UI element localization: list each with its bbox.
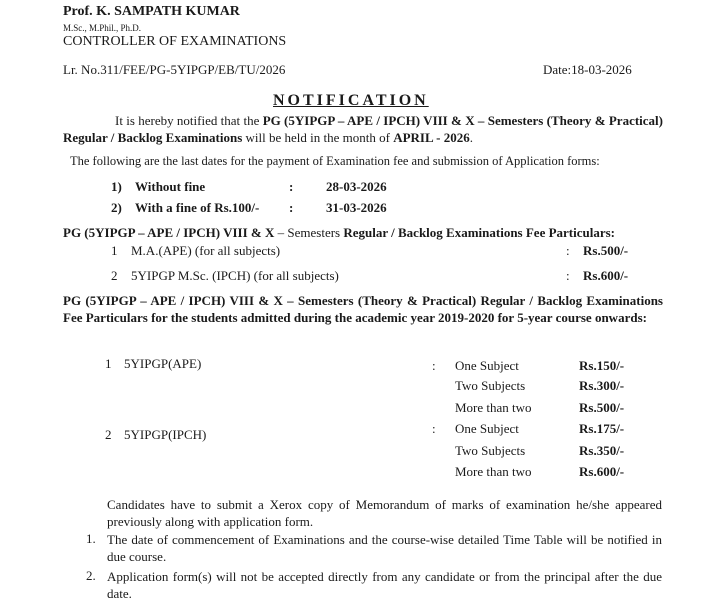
intro-text: It is hereby notified that the	[115, 113, 263, 128]
dates-intro: The following are the last dates for the payment of Examination fee and submission of Application forms:	[70, 154, 600, 168]
letter-number: Lr. No.311/FEE/PG-5YIPGP/EB/TU/2026	[63, 62, 286, 77]
controller-qualifications: M.Sc., M.Phil., Ph.D.	[63, 23, 142, 33]
fee-heading-part2: – Semesters	[274, 225, 344, 240]
course-fee-label: More than two	[455, 400, 532, 415]
course-fee-amount: Rs.175/-	[579, 421, 625, 436]
fee-item-num: 2	[111, 268, 118, 283]
course-sep: :	[432, 358, 436, 373]
course-num: 1	[105, 356, 112, 371]
controller-designation: CONTROLLER OF EXAMINATIONS	[63, 34, 287, 49]
course-fee-label: Two Subjects	[455, 443, 526, 458]
note-text: Application form(s) will not be accepted directly from any candidate or from the principal after the due date.	[107, 569, 662, 601]
course-fee-label: More than two	[455, 464, 532, 479]
course-name: 5YIPGP(IPCH)	[124, 427, 207, 442]
course-fee-amount: Rs.300/-	[579, 378, 625, 393]
course-fee-amount: Rs.150/-	[579, 358, 625, 373]
course-num: 2	[105, 427, 112, 442]
intro-paragraph	[63, 112, 663, 146]
last-date-num: 1)	[111, 179, 122, 194]
fee-heading	[63, 225, 615, 241]
note-num: 2.	[86, 568, 96, 583]
fee-item-name: 5YIPGP M.Sc. (IPCH) (for all subjects)	[131, 268, 339, 283]
intro-text-2: will be held in the month of	[242, 130, 394, 145]
intro-exam-name: PG (5YIPGP – APE / IPCH) VIII & X – Semesters (Theory & Practical) Regular / Backlog Examinations	[63, 113, 663, 145]
fee-item-num: 1	[111, 243, 118, 258]
page-title: NOTIFICATION	[273, 92, 429, 109]
course-fee-amount: Rs.350/-	[579, 443, 625, 458]
course-fee-amount: Rs.600/-	[579, 464, 625, 479]
last-date-label: Without fine	[135, 179, 206, 194]
course-name: 5YIPGP(APE)	[124, 356, 202, 371]
last-date-sep: :	[289, 179, 294, 194]
fee-item-amount: Rs.600/-	[583, 268, 629, 283]
fee-item-name: M.A.(APE) (for all subjects)	[131, 243, 281, 258]
candidates-note: Candidates have to submit a Xerox copy of Memorandum of marks of examination he/she appeared previously along with application form.	[107, 497, 662, 529]
course-fee-label: Two Subjects	[455, 378, 526, 393]
last-date-sep: :	[289, 200, 294, 215]
last-date-value: 28-03-2026	[326, 179, 387, 194]
course-fee-label: One Subject	[455, 358, 519, 373]
fee-heading-part3: Regular / Backlog Examinations Fee Particulars:	[343, 225, 616, 240]
second-fee-heading: PG (5YIPGP – APE / IPCH) VIII & X – Semesters (Theory & Practical) Regular / Backlog Examinations Fee Particulars for the students admitted during the academic year 2019-2020 for 5-year course onwards:	[63, 293, 663, 325]
intro-end: .	[469, 130, 473, 145]
fee-heading-part1: PG (5YIPGP – APE / IPCH) VIII & X	[63, 225, 275, 240]
intro-month: APRIL - 2026	[393, 130, 470, 145]
course-sep: :	[432, 421, 436, 436]
note-num: 1.	[86, 531, 96, 546]
note-text: The date of commencement of Examinations and the course-wise detailed Time Table will be notified in due course.	[107, 532, 662, 564]
last-date-value: 31-03-2026	[326, 200, 387, 215]
last-date-label: With a fine of Rs.100/-	[135, 200, 260, 215]
fee-item-sep: :	[566, 243, 570, 258]
last-date-num: 2)	[111, 200, 122, 215]
course-fee-label: One Subject	[455, 421, 519, 436]
fee-item-sep: :	[566, 268, 570, 283]
fee-item-amount: Rs.500/-	[583, 243, 629, 258]
controller-name: Prof. K. SAMPATH KUMAR	[63, 4, 240, 19]
course-fee-amount: Rs.500/-	[579, 400, 625, 415]
letter-date: Date:18-03-2026	[543, 62, 632, 77]
